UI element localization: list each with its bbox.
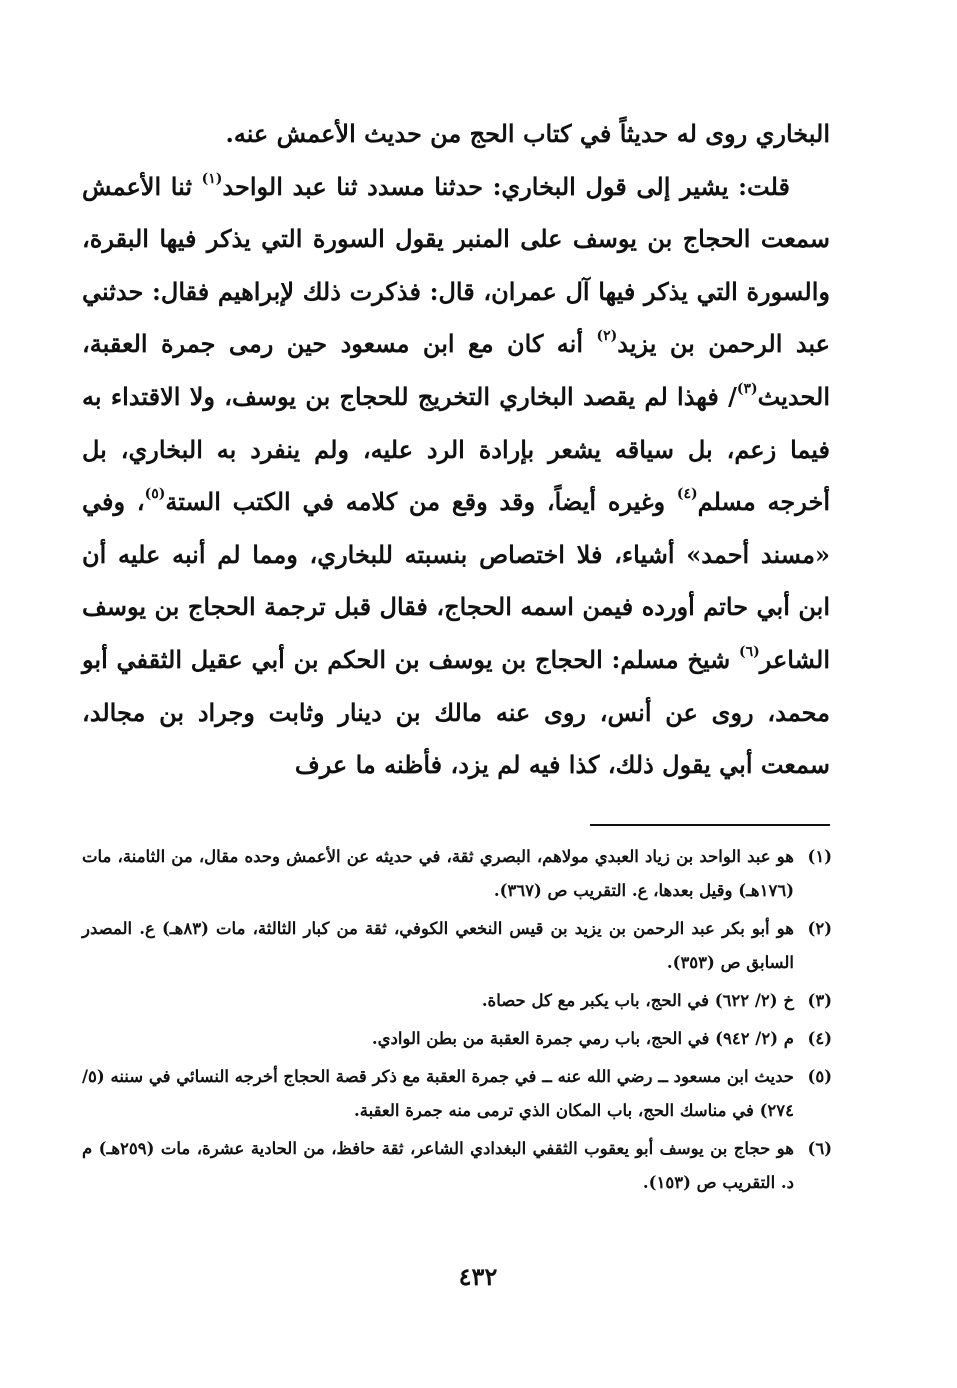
footnote-text: م (٢/ ٩٤٢) في الحج، باب رمي جمرة العقبة من بطن الوادي. (371, 1029, 794, 1048)
footnote-number: (١) (807, 847, 832, 866)
footnote-3 (82, 984, 832, 1018)
paragraph-2-text-f: ، وفي «مسند أحمد» أشياء، فلا اختصاص بنسبته للبخاري، ومما لم أنبه عليه أن ابن أبي حاتم أورده فيمن اسمه الحجاج، فقال قبل ترجمة الحجاج بن يوسف الشاعر (82, 487, 830, 674)
main-text (82, 108, 830, 792)
paragraph-2-text-g: شيخ مسلم: الحجاج بن يوسف بن الحكم بن أبي عقيل الثقفي أبو محمد، روى عن أنس، روى عنه مالك بن دينار وثابت وجراد بن مجالد، سمعت أبي يقول ذلك، كذا فيه لم يزد، فأظنه ما عرف (82, 644, 830, 780)
paragraph-2-text-e: وغيره أيضاً، وقد وقع من كلامه في الكتب الستة (165, 487, 677, 517)
footnote-2 (82, 912, 832, 980)
footnote-ref-5[interactable]: (٥) (144, 486, 166, 503)
footnote-ref-6[interactable]: (٦) (738, 643, 760, 660)
paragraph-1-text: البخاري روى له حديثاً في كتاب الحج من حديث الأعمش عنه. (225, 119, 830, 148)
paragraph-2-text-c: أنه كان مع ابن مسعود حين رمى جمرة العقبة، الحديث (82, 329, 830, 411)
footnote-number: (٥) (807, 1067, 832, 1086)
footnote-number: (٢) (807, 919, 832, 938)
paragraph-2-text-a: قلت: يشير إلى قول البخاري: حدثنا مسدد ثنا عبد الواحد (222, 171, 791, 201)
footnote-number: (٣) (807, 991, 832, 1010)
footnote-text: هو أبو بكر عبد الرحمن بن يزيد بن قيس النخعي الكوفي، ثقة من كبار الثالثة، مات (٨٣هـ) ع. المصدر السابق ص (٣٥٣). (82, 919, 795, 972)
footnote-number: (٦) (807, 1139, 832, 1158)
footnote-number: (٤) (807, 1029, 832, 1048)
footnote-ref-3[interactable]: (٣) (736, 380, 758, 397)
footnote-ref-2[interactable]: (٢) (596, 328, 618, 345)
paragraph-1 (82, 108, 830, 161)
footnote-divider (590, 824, 830, 826)
footnote-5 (82, 1060, 832, 1128)
paragraph-2-text-b: ثنا الأعمش سمعت الحجاج بن يوسف على المنبر يقول السورة التي يذكر فيها البقرة، والسورة التي يذكر فيها آل عمران، قال: فذكرت ذلك لإبراهيم فقال: حدثني عبد الرحمن بن يزيد (82, 171, 831, 359)
footnote-text: هو عبد الواحد بن زياد العبدي مولاهم، البصري ثقة، في حديثه عن الأعمش وحده مقال، من الثامنة، مات (١٧٦هـ) وقيل بعدها، ع. التقريب ص (٣٦٧). (82, 847, 794, 900)
footnote-6 (82, 1132, 832, 1200)
footnote-4 (82, 1022, 832, 1056)
footnote-text: حديث ابن مسعود ــ رضي الله عنه ــ في جمرة العقبة مع ذكر قصة الحجاج أخرجه النسائي في سننه (٥/ ٢٧٤) في مناسك الحج، باب المكان الذي ترمى منه جمرة العقبة. (82, 1067, 794, 1120)
footnote-1 (82, 840, 832, 908)
footnote-ref-4[interactable]: (٤) (676, 486, 698, 503)
footnote-text: خ (٢/ ٦٢٢) في الحج، باب يكبر مع كل حصاة. (481, 991, 794, 1010)
footnote-ref-1[interactable]: (١) (201, 170, 223, 187)
paragraph-2 (82, 161, 830, 792)
page-number: ٤٣٢ (458, 1262, 498, 1291)
footnotes (82, 840, 832, 1200)
footnote-text: هو حجاج بن يوسف أبو يعقوب الثقفي البغدادي الشاعر، ثقة حافظ، من الحادية عشرة، مات (٢٥٩هـ) م د. التقريب ص (١٥٣). (82, 1139, 794, 1192)
paragraph-2-text-d: / فهذا لم يقصد البخاري التخريج للحجاج بن يوسف، ولا الاقتداء به فيما زعم، بل سياقه يشعر بإرادة الرد عليه، ولم ينفرد به البخاري، بل أخرجه مسلم (82, 381, 830, 517)
